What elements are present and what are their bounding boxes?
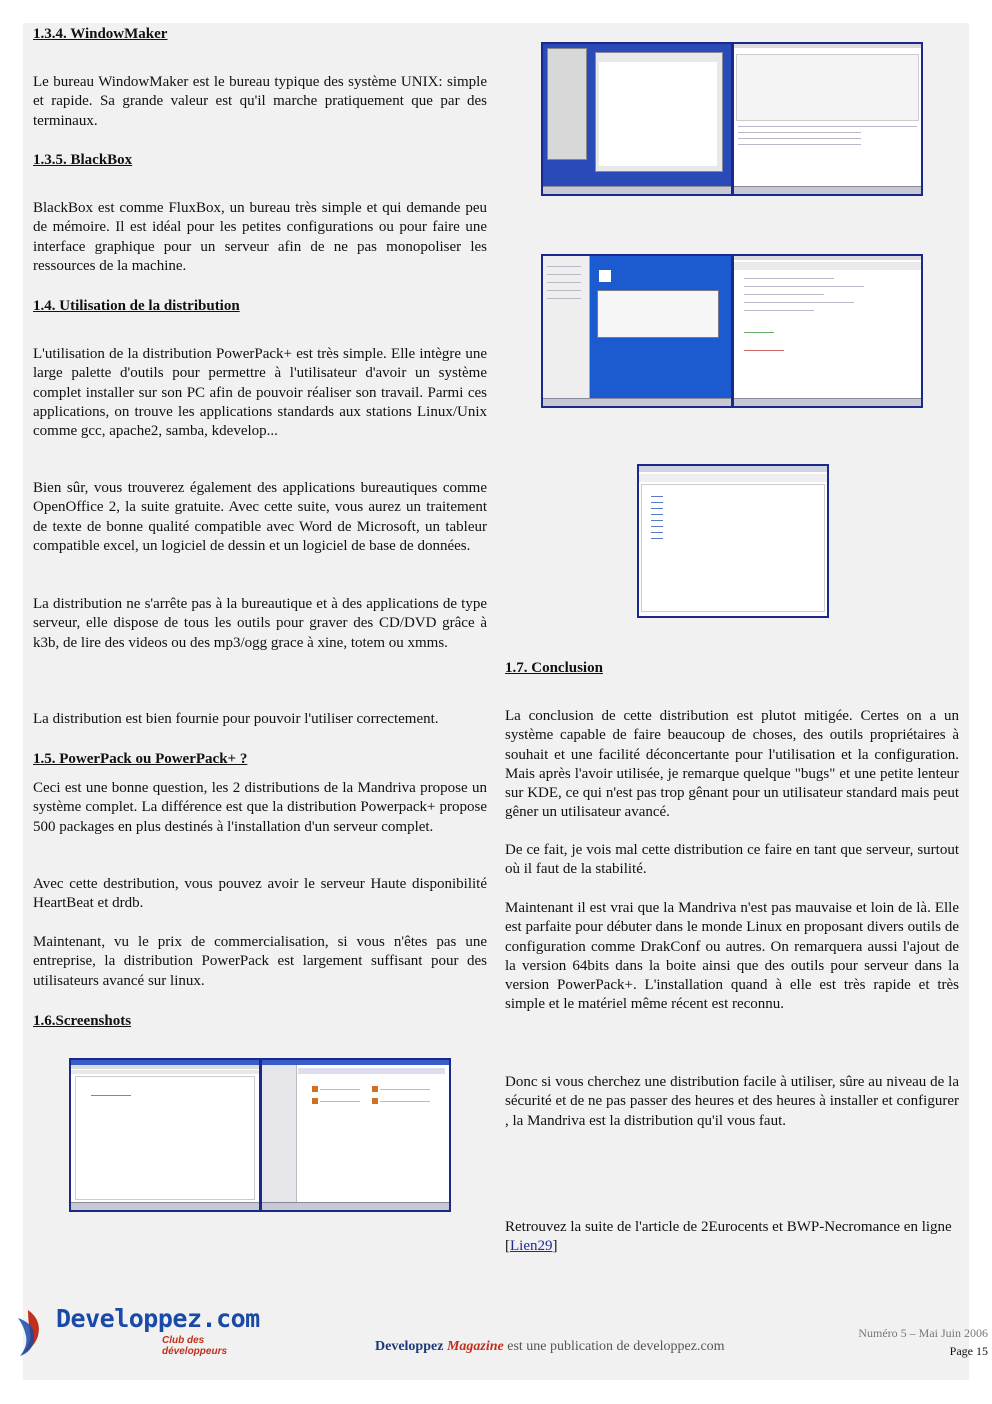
screenshot-pane bbox=[262, 1060, 449, 1210]
developpez-logo bbox=[12, 1306, 272, 1356]
para-windowmaker: Le bureau WindowMaker est le bureau typique des système UNIX: simple et rapide. Sa grande valeur est qu'il marche pratiquement que par des terminaux. bbox=[33, 74, 487, 129]
footer-issue bbox=[788, 1324, 988, 1360]
link-prefix: Retrouvez la suite de l'article de 2Eurocents et BWP-Necromance en ligne [ bbox=[505, 1219, 952, 1255]
link-suffix: ] bbox=[552, 1238, 558, 1255]
screenshot-desktop-pair-4 bbox=[69, 1058, 451, 1212]
para-conclusion-4: Donc si vous cherchez une distribution facile à utiliser, sûre au niveau de la sécurité et de ne pas passer des heures et des heures à installer et configurer , la Mandriva est la distribution qu'il vous faut. bbox=[505, 1074, 959, 1129]
footer-brand: Developpez bbox=[375, 1339, 444, 1354]
heading-windowmaker: 1.3.4. WindowMaker bbox=[33, 26, 168, 42]
screenshot-pane bbox=[71, 1060, 259, 1210]
para-utilisation-3: La distribution ne s'arrête pas à la bureautique et à des applications de type serveur, elle dispose de tous les outils pour graver des CD/DVD grâce à k3b, de lire des videos ou des mp3/ogg grace à xine, totem ou xmms. bbox=[33, 596, 487, 651]
screenshot-pane bbox=[543, 256, 731, 406]
page-number: Page 15 bbox=[949, 1344, 988, 1358]
logo-tagline: Club des développeurs bbox=[162, 1335, 228, 1357]
heading-blackbox: 1.3.5. BlackBox bbox=[33, 152, 133, 168]
footer-magazine: Magazine bbox=[446, 1339, 504, 1354]
page bbox=[23, 23, 969, 1380]
screenshot-pane bbox=[543, 44, 731, 194]
logo-wordmark: Developpez.com bbox=[56, 1304, 260, 1333]
screenshot-file-manager bbox=[637, 464, 829, 618]
footer-rest: est une publication de developpez.com bbox=[503, 1339, 725, 1354]
para-blackbox: BlackBox est comme FluxBox, un bureau très simple et qui demande peu de mémoire. Il est idéal pour les petites configurations ou pour faire une interface graphique pour un serveur afin de ne pas monopoliser les ressources de la machine. bbox=[33, 200, 487, 274]
screenshot-pane bbox=[734, 44, 921, 194]
para-conclusion-1: La conclusion de cette distribution est plutot mitigée. Certes on a un système capable de faire beaucoup de choses, des outils propriétaires à souhait et une facilité déconcertante pour l'utilisation et la configuration. Mais après l'avoir utilisée, je remarque quelque "bugs" et une petite lenteur sur KDE, ce qui n'est pas trop gênant pour un utilisateur standard mais peut gêner un utilisateur avancé. bbox=[505, 708, 959, 821]
para-utilisation-1: L'utilisation de la distribution PowerPack+ est très simple. Elle intègre une large palette d'outils pour permettre à l'utilisateur d'avoir un système complet installer sur son PC afin de pouvoir réaliser son travail. Parmi ces applications, on trouve les applications standards aux stations Linux/Unix comme gcc, apache2, samba, kdevelop... bbox=[33, 346, 487, 440]
para-powerpack-3: Maintenant, vu le prix de commercialisation, si vous n'êtes pas une entreprise, la distribution PowerPack est largement suffisant pour des utilisateurs avancé sur linux. bbox=[33, 934, 487, 989]
screenshot-pane bbox=[734, 256, 921, 406]
screenshot-desktop-pair-2 bbox=[541, 254, 923, 408]
footer-publication bbox=[375, 1339, 775, 1355]
para-powerpack-1: Ceci est une bonne question, les 2 distributions de la Mandriva propose un système complet. La différence est que la distribution Powerpack+ propose 500 packages en plus destinés à l'installation d'un serveur complet. bbox=[33, 780, 487, 835]
para-conclusion-5 bbox=[505, 1218, 959, 1257]
para-conclusion-2: De ce fait, je vois mal cette distribution ce faire en tant que serveur, surtout où il faut de la stabilité. bbox=[505, 842, 959, 878]
para-utilisation-2: Bien sûr, vous trouverez également des applications bureautiques comme OpenOffice 2, la suite gratuite. Avec cette suite, vous aurez un traitement de texte de bonne qualité compatible avec Word de Microsoft, un tableur compatible excel, un logiciel de dessin et un logiciel de base de données. bbox=[33, 480, 487, 554]
heading-conclusion: 1.7. Conclusion bbox=[505, 660, 603, 676]
screenshot-desktop-pair-1 bbox=[541, 42, 923, 196]
para-powerpack-2: Avec cette destribution, vous pouvez avoir le serveur Haute disponibilité HeartBeat et drdb. bbox=[33, 876, 487, 912]
issue-number: Numéro 5 – Mai Juin 2006 bbox=[858, 1326, 988, 1340]
lien29-link[interactable]: Lien29 bbox=[510, 1238, 553, 1255]
heading-utilisation: 1.4. Utilisation de la distribution bbox=[33, 298, 240, 314]
heading-screenshots: 1.6.Screenshots bbox=[33, 1013, 132, 1029]
heading-powerpack: 1.5. PowerPack ou PowerPack+ ? bbox=[33, 751, 248, 767]
para-conclusion-3: Maintenant il est vrai que la Mandriva n'est pas mauvaise et loin de là. Elle est parfaite pour débuter dans le monde Linux en proposant divers outils de configuration comme DrakConf ou autres. On remarquera aussi l'ajout de la version 64bits dans la boite ainsi que des outils pour serveur dans la version PowerPack+. L'installation quand à elle est très rapide et très simple et le matériel même récent est reconnu. bbox=[505, 900, 959, 1013]
para-utilisation-4: La distribution est bien fournie pour pouvoir l'utiliser correctement. bbox=[33, 711, 439, 727]
